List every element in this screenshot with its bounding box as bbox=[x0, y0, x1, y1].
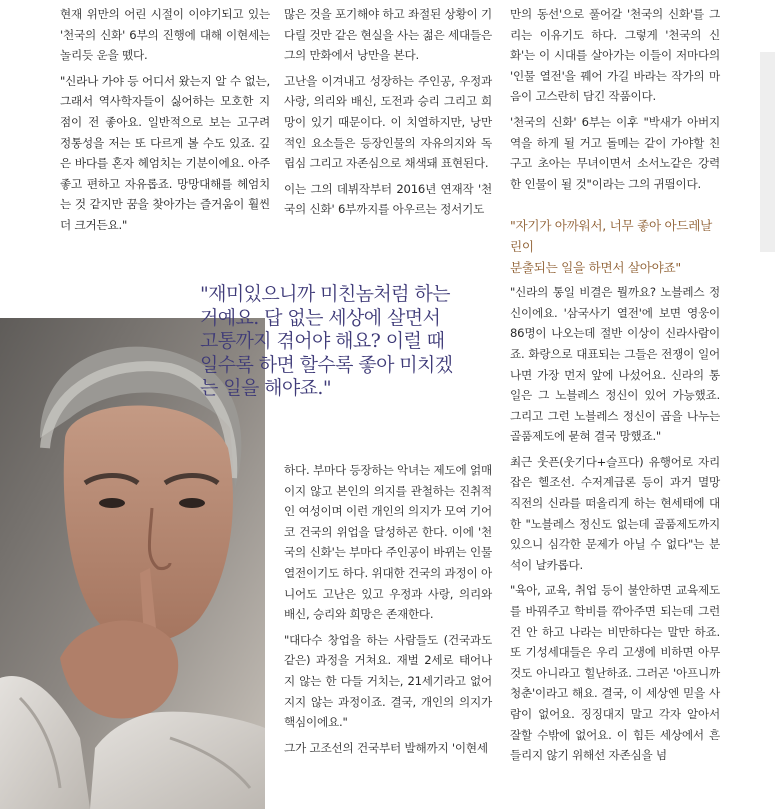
subheading-line: "자기가 아까워서, 너무 좋아 아드레날린이 bbox=[510, 218, 712, 254]
paragraph: 만의 동선'으로 풀어갈 '천국의 신화'를 그리는 이유기도 하다. 그렇게 '천국의 신화'는 이 시대를 살아가는 이들이 저마다의 '인물 열전'을 꿰어 가길 바라는 작가의 마음이 고스란히 담긴 작품이다. bbox=[510, 7, 720, 104]
paragraph: 이는 그의 데뷔작부터 2016년 연재작 '천국의 신화' 6부까지를 아우르는 정서기도 bbox=[284, 181, 492, 217]
page-edge-band bbox=[760, 52, 775, 252]
pull-quote-line: "재미있으니까 미친놈처럼 하는 bbox=[200, 283, 450, 305]
article-column-1 bbox=[60, 4, 270, 236]
paragraph: 많은 것을 포기해야 하고 좌절된 상황이 기다릴 것만 같은 현실을 사는 젊은 세대들은 그의 만화에서 낭만을 본다. bbox=[284, 7, 492, 63]
section-subheading bbox=[510, 216, 720, 278]
quote-paragraph: "신라나 가야 등 어디서 왔는지 알 수 없는, 그래서 역사학자들이 싫어하는 모호한 지점이 전 좋아요. 일반적으로 보는 고구려 정통성을 저는 또 다르게 볼 수도 있죠. 깊은 바다를 혼자 헤엄치는 기분이에요. 아주 좋고 편하고 자유롭죠. 망망대해를 헤엄치는 것 같지만 꿈을 찾아가는 즐거움이 훨씬 더 크거든요." bbox=[60, 73, 270, 232]
quote-paragraph: "육아, 교육, 취업 등이 불안하면 교육제도를 바꿔주고 학비를 깎아주면 되는데 그런 건 안 하고 나라는 비만하다는 말만 하죠. 또 기성세대들은 우리 고생에 비하면 아무것도 아니라고 힐난하죠. 그러곤 '아프니까 청춘'이라고 해요. 결국, 이 세상엔 믿을 사람이 없어요. 징징대지 말고 각자 알아서 잘할 수밖에 없어요. 이 힘든 세상에서 흔들리지 않기 위해선 자존심을 넘 bbox=[510, 583, 720, 763]
paragraph: 하다. 부마다 등장하는 악녀는 제도에 얽매이지 않고 본인의 의지를 관철하는 진취적인 여성이며 이런 개인의 의지가 모여 기어코 건국의 위업을 달성하곤 한다. 이에 '천국의 신화'는 부마다 주인공이 바뀌는 인물 열전이기도 하다. 위대한 건국의 과정이 아니어도 고난은 있고 우정과 사랑, 의리와 배신, 승리와 희망은 존재한다. bbox=[284, 463, 492, 622]
article-column-2-continued bbox=[284, 460, 492, 758]
pull-quote-line: 거예요. 답 없는 세상에 살면서 bbox=[200, 306, 441, 329]
article-column-2 bbox=[284, 4, 492, 220]
paragraph: '천국의 신화' 6부는 이후 "박새가 아버지 역을 하게 될 거고 돌메는 같이 가야할 친구고 초아는 무녀이면서 소서노같은 강력한 인물이 될 것"이라는 그의 귀띔이다. bbox=[510, 114, 720, 191]
pull-quote bbox=[200, 283, 495, 401]
paragraph: 현재 위만의 어린 시절이 이야기되고 있는 '천국의 신화' 6부의 진행에 대해 이현세는 놀리듯 운을 뗐다. bbox=[60, 7, 270, 63]
pull-quote-line: 는 일을 해야죠." bbox=[200, 377, 331, 399]
pull-quote-line: 고통까지 겪어야 해요? 이럴 때 bbox=[200, 330, 445, 352]
paragraph: 고난을 이겨내고 성장하는 주인공, 우정과 사랑, 의리와 배신, 도전과 승리 그리고 희망이 있기 때문이다. 이 치열하지만, 낭만적인 요소들은 등장인물의 자유의지와 독립심 그리고 자존심으로 채색돼 표현된다. bbox=[284, 73, 492, 171]
quote-paragraph: "대다수 창업을 하는 사람들도 (건국과도 같은) 과정을 거쳐요. 재벌 2세로 태어나지 않는 한 다들 거치는, 21세기라고 없어지지 않는 과정이죠. 결국, 개인의 의지가 핵심이에요." bbox=[284, 632, 492, 730]
article-column-3 bbox=[510, 4, 720, 766]
subheading-line: 분출되는 일을 하면서 살아야죠" bbox=[510, 259, 681, 275]
page-edge-bar bbox=[757, 0, 775, 809]
paragraph: 최근 웃픈(웃기다+슬프다) 유행어로 자리잡은 헬조선. 수저계급론 등이 과거 멸망 직전의 신라를 떠올리게 하는 현세태에 대한 "노블레스 정신도 없는데 골품제도까지 있으니 심각한 문제가 아닐 수 없다"는 분석이 날카롭다. bbox=[510, 454, 720, 572]
quote-paragraph: "신라의 통일 비결은 뭘까요? 노블레스 정신이에요. '삼국사기 열전'에 보면 영웅이 86명이 나오는데 절반 이상이 신라사람이죠. 화랑으로 대표되는 그들은 전쟁이 일어나면 가장 먼저 앞에 나섰어요. 신라의 통일은 그 노블레스 정신이 있어 가능했죠. 그리고 그런 노블레스 정신이 곱을 나누는 골품제도에 묻혀 결국 망했죠." bbox=[510, 285, 720, 444]
pull-quote-line: 일수록 하면 할수록 좋아 미치겠 bbox=[200, 353, 453, 376]
paragraph: 그가 고조선의 건국부터 발해까지 '이현세 bbox=[284, 740, 488, 755]
